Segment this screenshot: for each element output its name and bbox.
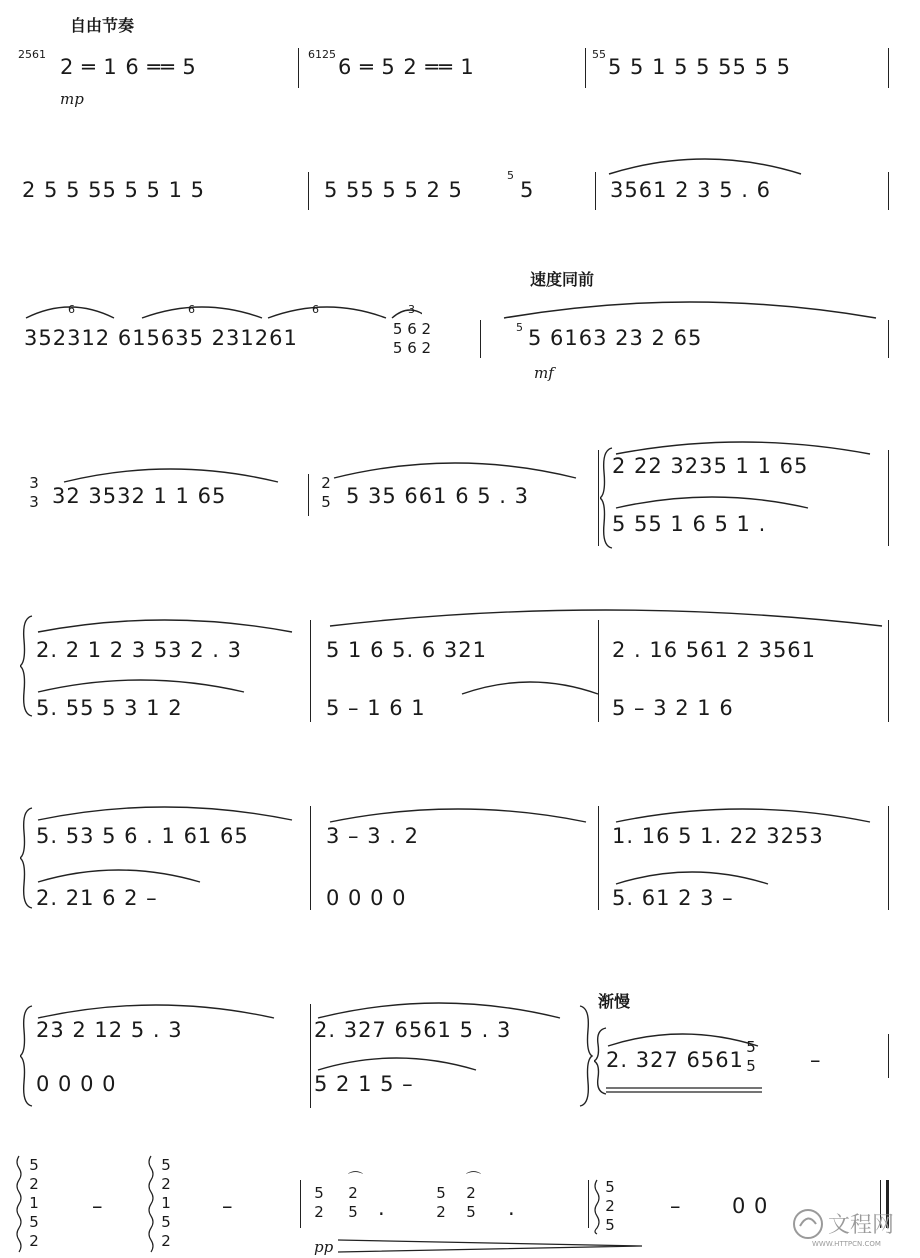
slur bbox=[34, 610, 296, 634]
fermata-icon: ⌒ bbox=[348, 1170, 365, 1188]
notation-line: 5 6163 23 2 65 bbox=[528, 326, 703, 350]
barline bbox=[310, 1004, 311, 1108]
slur bbox=[612, 798, 874, 824]
barline bbox=[888, 320, 889, 358]
system-brace bbox=[20, 806, 34, 910]
barline bbox=[888, 806, 889, 910]
barline bbox=[480, 320, 481, 358]
chord: 5 2 1 5 2 bbox=[29, 1156, 39, 1250]
tempo-free-rhythm: 自由节奏 bbox=[70, 16, 135, 35]
dynamic-mp: mp bbox=[60, 90, 84, 108]
upper-voice: 5 1 6 5. 6 321 bbox=[326, 638, 487, 662]
slur bbox=[605, 148, 805, 178]
barline bbox=[888, 620, 889, 722]
lower-voice: 5. 61 2 3 – bbox=[612, 886, 734, 910]
barline bbox=[598, 620, 599, 722]
barline bbox=[588, 1180, 589, 1228]
chord: 5 2 bbox=[314, 1184, 324, 1221]
slur bbox=[34, 860, 204, 884]
chord: 5 2 5 bbox=[605, 1178, 615, 1234]
dynamic-mf: mf bbox=[534, 364, 554, 382]
tempo-gradually-slow: 渐慢 bbox=[598, 992, 631, 1011]
lower-voice: 2. 21 6 2 – bbox=[36, 886, 158, 910]
system-brace bbox=[20, 1004, 34, 1108]
lower-voice: 5. 55 5 3 1 2 bbox=[36, 696, 183, 720]
notation-line: 352312 615635 231261 bbox=[24, 326, 298, 350]
chord: 5 6 2 5 6 2 bbox=[392, 320, 432, 357]
grace-notes: 2561 bbox=[18, 48, 46, 61]
slur bbox=[34, 670, 248, 694]
barline bbox=[598, 450, 599, 546]
grace-notes: 5 bbox=[516, 321, 523, 334]
notation-line: 5 35 661 6 5 . 3 bbox=[346, 484, 529, 508]
rest-dash: – bbox=[670, 1194, 682, 1218]
notation-line: 5 bbox=[520, 178, 535, 202]
slur bbox=[500, 292, 880, 322]
barline bbox=[308, 474, 309, 516]
system-brace bbox=[578, 1004, 594, 1108]
arpeggio bbox=[592, 1178, 602, 1236]
watermark-logo bbox=[788, 1202, 908, 1248]
tuplet-mark: 6 bbox=[68, 303, 75, 316]
slur bbox=[60, 460, 282, 486]
slur bbox=[34, 994, 278, 1020]
barline bbox=[310, 620, 311, 722]
upper-voice: 2 22 3235 1 1 65 bbox=[612, 454, 809, 478]
slur bbox=[612, 488, 812, 510]
notation-line: 2. 327 6561 bbox=[606, 1048, 744, 1072]
notation-line: 6 ═ 5 2 ══ 1 bbox=[338, 55, 475, 79]
lower-voice: 0 0 0 0 bbox=[36, 1072, 117, 1096]
barline bbox=[298, 48, 299, 88]
upper-voice: 1. 16 5 1. 22 3253 bbox=[612, 824, 824, 848]
tuplet-mark: 6 bbox=[188, 303, 195, 316]
lower-voice: 5 2 1 5 – bbox=[314, 1072, 414, 1096]
augmentation-dot: . bbox=[508, 1196, 516, 1220]
tempo-same-as-before: 速度同前 bbox=[530, 270, 595, 289]
slur bbox=[458, 672, 602, 696]
rest-dash: – bbox=[222, 1194, 234, 1218]
notation-line: 2 5 5 55 5 5 1 5 bbox=[22, 178, 205, 202]
upper-voice: 3 – 3 . 2 bbox=[326, 824, 419, 848]
barline bbox=[595, 172, 596, 210]
chord: 5 2 bbox=[436, 1184, 446, 1221]
lower-voice: 0 0 0 0 bbox=[326, 886, 407, 910]
dynamic-pp: pp bbox=[314, 1238, 334, 1256]
barline bbox=[598, 806, 599, 910]
barline bbox=[300, 1180, 301, 1228]
upper-voice: 5. 53 5 6 . 1 61 65 bbox=[36, 824, 249, 848]
arpeggio bbox=[14, 1154, 24, 1254]
system-brace bbox=[20, 614, 34, 718]
slur bbox=[330, 452, 580, 482]
notation-line: 5 5 1 5 5 55 5 5 bbox=[608, 55, 791, 79]
chord: 2 5 bbox=[466, 1184, 476, 1221]
rest-dash: – bbox=[92, 1194, 104, 1218]
slur bbox=[604, 1024, 762, 1048]
upper-voice: 23 2 12 5 . 3 bbox=[36, 1018, 183, 1042]
rest-zeros: 0 0 bbox=[732, 1194, 769, 1218]
watermark-text: 文程网 bbox=[828, 1213, 895, 1238]
watermark-url: WWW.HTTPCN.COM bbox=[812, 1240, 881, 1248]
arpeggio bbox=[146, 1154, 156, 1254]
upper-voice: 2. 327 6561 5 . 3 bbox=[314, 1018, 512, 1042]
slur bbox=[326, 598, 886, 628]
notation-line: 32 3532 1 1 65 bbox=[52, 484, 227, 508]
notation-line: 5 55 5 5 2 5 bbox=[324, 178, 463, 202]
upper-voice: 2. 2 1 2 3 53 2 . 3 bbox=[36, 638, 243, 662]
underline-beam bbox=[604, 1086, 764, 1094]
lower-voice: 5 – 1 6 1 bbox=[326, 696, 426, 720]
upper-voice: 2 . 16 561 2 3561 bbox=[612, 638, 817, 662]
chord: 3 3 bbox=[29, 474, 39, 511]
decrescendo-hairpin bbox=[336, 1238, 644, 1254]
barline bbox=[585, 48, 586, 88]
chord: 5 2 1 5 2 bbox=[161, 1156, 171, 1250]
grace-notes: 55 bbox=[592, 48, 606, 61]
lower-voice: 5 – 3 2 1 6 bbox=[612, 696, 734, 720]
rest-dash: – bbox=[810, 1048, 822, 1072]
lower-voice: 5 55 1 6 5 1 . bbox=[612, 512, 767, 536]
barline bbox=[888, 172, 889, 210]
grace-notes: 5 bbox=[507, 169, 514, 182]
chord: 2 5 bbox=[321, 474, 331, 511]
fermata-icon: ⌒ bbox=[466, 1170, 483, 1188]
chord: 2 5 bbox=[348, 1184, 358, 1221]
chord: 5 5 bbox=[746, 1038, 756, 1075]
tuplet-mark: 3 bbox=[408, 303, 415, 316]
barline bbox=[308, 172, 309, 210]
tuplet-mark: 6 bbox=[312, 303, 319, 316]
barline bbox=[888, 48, 889, 88]
grace-notes: 6125 bbox=[308, 48, 336, 61]
barline bbox=[310, 806, 311, 910]
notation-line: 3561 2 3 5 . 6 bbox=[610, 178, 771, 202]
slur bbox=[34, 796, 296, 822]
barline bbox=[888, 1034, 889, 1078]
slur bbox=[612, 434, 874, 456]
notation-line: 2 ═ 1 6 ══ 5 bbox=[60, 55, 197, 79]
barline bbox=[888, 450, 889, 546]
slur bbox=[22, 296, 422, 322]
slur bbox=[612, 862, 772, 886]
augmentation-dot: . bbox=[378, 1196, 386, 1220]
slur bbox=[314, 990, 564, 1020]
slur bbox=[314, 1048, 480, 1072]
slur bbox=[326, 798, 590, 824]
